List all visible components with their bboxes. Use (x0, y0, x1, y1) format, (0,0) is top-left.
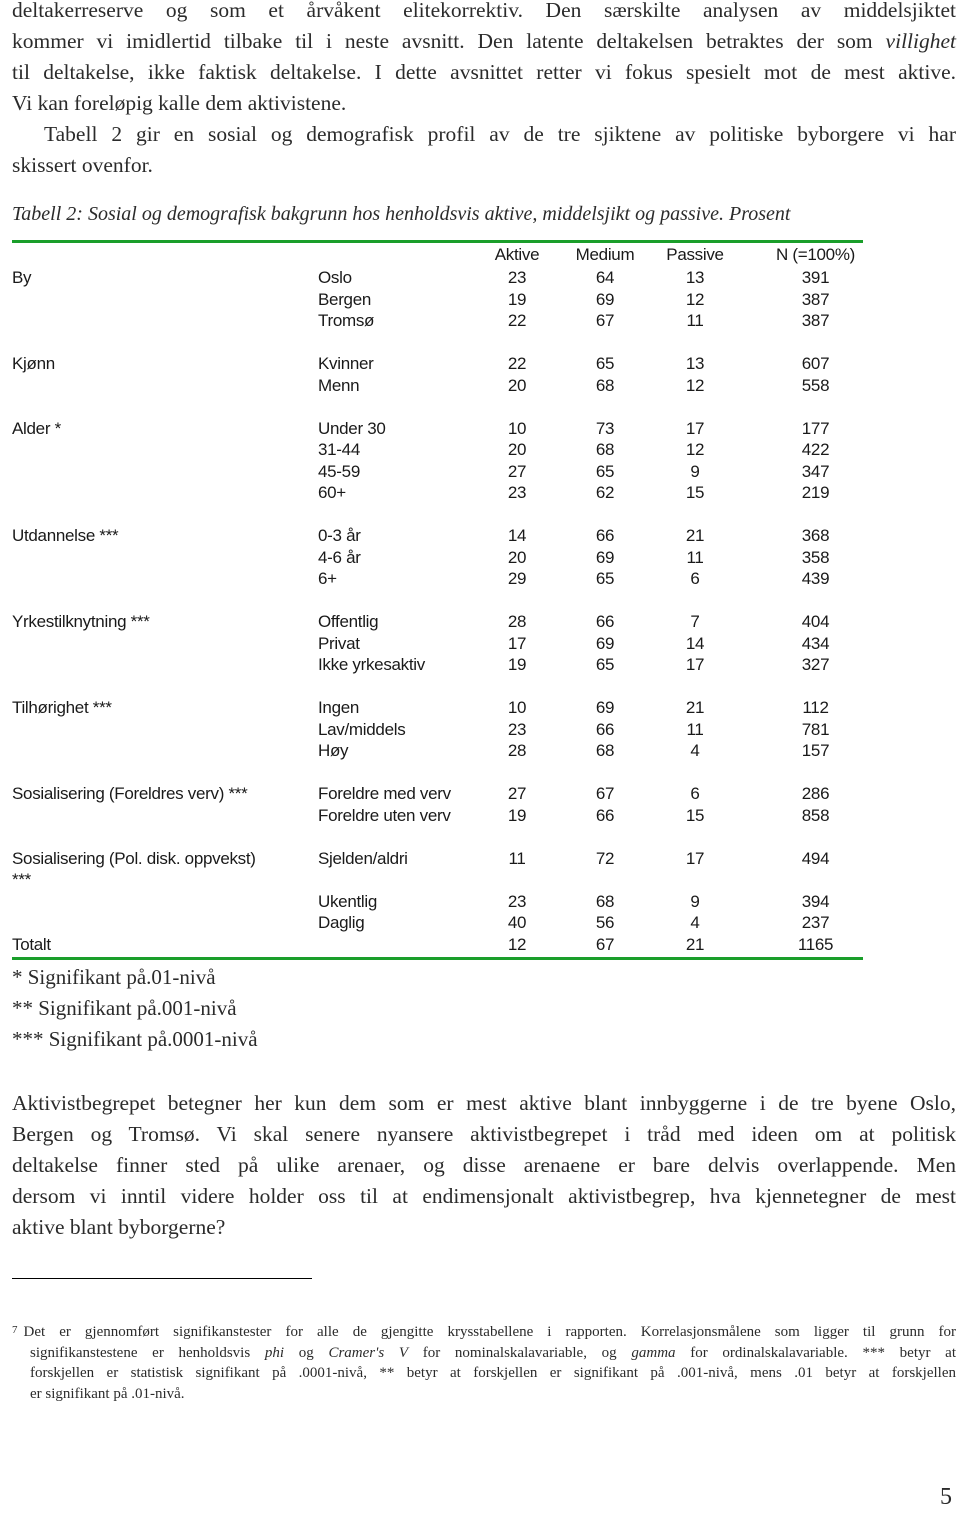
table-cell: 11 (686, 719, 704, 739)
column-header: Passive (666, 245, 724, 264)
table-cell: 68 (595, 375, 615, 395)
footnote-italic: gamma (631, 1344, 676, 1361)
table-cell: 68 (595, 741, 615, 760)
table-cell: 65 (595, 461, 615, 481)
table-cell: 4 (690, 913, 700, 932)
footnote-text: og (284, 1344, 329, 1361)
body-line: aktive blant byborgerne? (12, 1215, 226, 1239)
table-cell: 494 (801, 848, 830, 868)
table-cell: 66 (595, 805, 615, 825)
table-cell: 12 (685, 289, 705, 309)
category-label: Sjelden/aldri (318, 848, 408, 868)
table-cell: 781 (801, 719, 830, 739)
table-cell: 23 (507, 891, 527, 911)
page-number: 5 (940, 1484, 952, 1510)
category-label: Lav/middels (318, 719, 406, 739)
table-cell: 387 (801, 289, 830, 309)
category-label: Menn (318, 375, 360, 395)
table-cell: 157 (801, 741, 830, 760)
table-cell: 19 (507, 289, 527, 309)
column-header: Medium (575, 245, 635, 264)
group-label: *** (12, 870, 31, 889)
total-cell: 21 (685, 934, 705, 954)
table-cell: 69 (595, 633, 615, 653)
category-label: Kvinner (318, 354, 374, 373)
table-cell: 434 (801, 633, 830, 653)
table-cell: 13 (685, 268, 705, 287)
footnote (12, 1320, 956, 1404)
category-label: 0-3 år (318, 526, 361, 545)
table-cell: 422 (801, 440, 830, 459)
table-cell: 19 (507, 655, 527, 674)
group-label: Tilhørighet *** (12, 698, 112, 717)
table-cell: 21 (685, 526, 705, 545)
table-cell: 21 (685, 698, 705, 717)
body-line: Aktivistbegrepet betegner her kun dem som er mest aktive blant innbyggerne i de tre byene Oslo, (12, 1091, 956, 1115)
category-label: Foreldre med verv (318, 784, 451, 803)
table-cell: 358 (801, 547, 830, 567)
table-cell: 23 (507, 719, 527, 739)
table-cell: 558 (801, 375, 830, 395)
intro-paragraph (12, 0, 956, 119)
group-label: Yrkestilknytning *** (12, 612, 150, 631)
table-cell: 177 (801, 418, 830, 438)
footnote-line (12, 1320, 956, 1343)
table-cell: 112 (802, 698, 829, 717)
group-label: Kjønn (12, 354, 55, 373)
table-cell: 69 (595, 698, 615, 717)
table-cell: 65 (595, 569, 615, 588)
table-cell: 439 (801, 569, 830, 588)
category-label: 4-6 år (318, 547, 361, 567)
table-cell: 27 (507, 784, 527, 803)
category-label: Under 30 (318, 418, 386, 438)
significance-note: ** Signifikant på.001-nivå (12, 996, 237, 1020)
table-cell: 66 (595, 612, 615, 631)
table-cell: 28 (507, 612, 527, 631)
category-label: Offentlig (318, 612, 379, 631)
table-cell: 404 (801, 612, 830, 631)
table-cell: 286 (801, 784, 830, 803)
group-label: Sosialisering (Foreldres verv) *** (12, 784, 248, 803)
table-cell: 68 (595, 891, 615, 911)
table-cell: 391 (801, 268, 830, 287)
table-cell: 17 (685, 655, 705, 674)
table-cell: 14 (685, 633, 705, 653)
table-cell: 67 (595, 784, 615, 803)
footnote-italic: Cramer's V (328, 1344, 409, 1361)
table-cell: 56 (595, 913, 615, 932)
table-cell: 607 (801, 354, 830, 373)
intro-line (12, 26, 956, 57)
table-cell: 64 (595, 268, 615, 287)
table-cell: 9 (690, 461, 700, 481)
footnote-line (12, 1343, 956, 1364)
total-cell: 12 (507, 934, 527, 954)
group-label: Utdannelse *** (12, 526, 119, 545)
table-cell: 23 (507, 483, 527, 502)
table-cell: 23 (507, 268, 527, 287)
category-label: Privat (318, 633, 360, 653)
group-label: By (12, 268, 32, 287)
category-label: Bergen (318, 289, 372, 309)
group-label: Sosialisering (Pol. disk. oppvekst) (12, 848, 256, 868)
table-cell: 22 (507, 354, 527, 373)
footnote-line: er signifikant på .01-nivå. (30, 1385, 185, 1402)
footnote-text: for nominalskalavariable, og (408, 1344, 632, 1361)
table-intro-line: skissert ovenfor. (12, 153, 153, 177)
footnote-number: 7 (12, 1324, 18, 1336)
category-label: Ikke yrkesaktiv (318, 655, 425, 674)
table-cell: 72 (595, 848, 615, 868)
table-cell: 237 (801, 913, 830, 932)
table-cell: 27 (507, 461, 527, 481)
table-cell: 20 (507, 547, 527, 567)
table-cell: 69 (595, 547, 615, 567)
table-cell: 68 (595, 440, 615, 459)
table-cell: 14 (507, 526, 527, 545)
table-cell: 6 (690, 784, 700, 803)
category-label: Daglig (318, 913, 365, 932)
table-cell: 11 (686, 311, 704, 330)
table-bottom-rule (12, 957, 863, 960)
category-label: Ingen (318, 698, 360, 717)
body-paragraph (12, 1088, 956, 1243)
category-label: 60+ (318, 483, 346, 502)
intro-line: deltakerreserve og som et årvåkent elitekorrektiv. Den særskilte analysen av middelsjiktet (12, 0, 956, 22)
table-caption: Tabell 2: Sosial og demografisk bakgrunn hos henholdsvis aktive, middelsjikt og passive. Prosent (12, 203, 791, 225)
total-cell: 1165 (797, 934, 834, 954)
table-cell: 19 (507, 805, 527, 825)
table-cell: 347 (801, 461, 830, 481)
category-label: Foreldre uten verv (318, 805, 451, 825)
table-cell: 28 (507, 741, 527, 760)
table-cell: 4 (690, 741, 700, 760)
footnote-text: Det er gjennomført signifikanstester for alle de gjengitte krysstabellene i rapporten. Korrelasjonsmålene som ligger til grunn for (23, 1324, 956, 1340)
table-cell: 368 (801, 526, 830, 545)
table-cell: 17 (685, 418, 705, 438)
intro-line-text: kommer vi imidlertid tilbake til i neste avsnitt. Den latente deltakelsen betraktes der som (12, 29, 886, 53)
column-header: Aktive (494, 245, 540, 264)
table-cell: 858 (801, 805, 830, 825)
footnote-text: signifikanstestene er henholdsvis (30, 1344, 265, 1361)
table-cell: 69 (595, 289, 615, 309)
table-cell: 11 (508, 848, 526, 868)
table-cell: 73 (595, 418, 615, 438)
category-label: Oslo (318, 268, 352, 287)
intro-italic-word: villighet (885, 29, 956, 53)
category-label: 6+ (318, 569, 337, 588)
table-cell: 40 (507, 913, 527, 932)
body-line: Bergen og Tromsø. Vi skal senere nyansere aktivistbegrepet i tråd med ideen om at politisk (12, 1122, 956, 1146)
footnote-text: for ordinalskalavariable. *** betyr at (675, 1344, 957, 1361)
column-header: N (=100%) (775, 245, 856, 264)
table-cell: 394 (801, 891, 830, 911)
table-intro-line: Tabell 2 gir en sosial og demografisk profil av de tre sjiktene av politiske byborgere vi har (44, 122, 956, 146)
table-cell: 15 (685, 483, 705, 502)
table-cell: 20 (507, 375, 527, 395)
table-cell: 20 (507, 440, 527, 459)
table-top-rule (12, 240, 863, 243)
table-cell: 12 (685, 440, 705, 459)
table-cell: 12 (685, 375, 705, 395)
category-label: Tromsø (318, 311, 375, 330)
footnote-italic: phi (264, 1344, 285, 1361)
table-cell: 11 (686, 547, 704, 567)
table-cell: 66 (595, 719, 615, 739)
table-cell: 6 (690, 569, 700, 588)
table-cell: 29 (507, 569, 527, 588)
category-label: 45-59 (318, 461, 360, 481)
category-label: Høy (318, 741, 349, 760)
table-cell: 65 (595, 655, 615, 674)
group-label: Alder * (12, 418, 61, 438)
table-cell: 17 (685, 848, 705, 868)
table-cell: 67 (595, 311, 615, 330)
body-line: dersom vi inntil videre holder oss til at endimensjonalt aktivistbegrep, hva kjennetegner de mest (12, 1184, 956, 1208)
table-cell: 66 (595, 526, 615, 545)
table-cell: 10 (507, 698, 527, 717)
table-cell: 17 (507, 633, 527, 653)
total-label: Totalt (12, 934, 51, 954)
significance-note: *** Signifikant på.0001-nivå (12, 1027, 258, 1051)
table-cell: 9 (690, 891, 700, 911)
table-cell: 62 (595, 483, 615, 502)
intro-line: Vi kan foreløpig kalle dem aktivistene. (12, 91, 347, 115)
table-cell: 65 (595, 354, 615, 373)
footnote-separator (12, 1278, 312, 1279)
category-label: 31-44 (318, 440, 360, 459)
table-cell: 22 (507, 311, 527, 330)
table-cell: 7 (690, 612, 700, 631)
significance-note: * Signifikant på.01-nivå (12, 965, 216, 989)
total-cell: 67 (595, 934, 615, 954)
table-cell: 387 (801, 311, 830, 330)
body-line: deltakelse finner sted på ulike arenaer, og disse arenaene er bare delvis overlappende. Men (12, 1153, 956, 1177)
table-cell: 219 (801, 483, 830, 502)
table-cell: 327 (801, 655, 830, 674)
table-cell: 10 (507, 418, 527, 438)
table-intro-paragraph (12, 119, 956, 181)
table-cell: 15 (685, 805, 705, 825)
footnote-line: forskjellen er statistisk signifikant på .0001-nivå, ** betyr at forskjellen er signifikant på .001-nivå, mens .01 betyr at forskjellen (30, 1365, 956, 1381)
category-label: Ukentlig (318, 891, 378, 911)
intro-line: til deltakelse, ikke faktisk deltakelse. I dette avsnittet retter vi fokus spesielt mot de mest aktive. (12, 60, 956, 84)
table-cell: 13 (685, 354, 705, 373)
